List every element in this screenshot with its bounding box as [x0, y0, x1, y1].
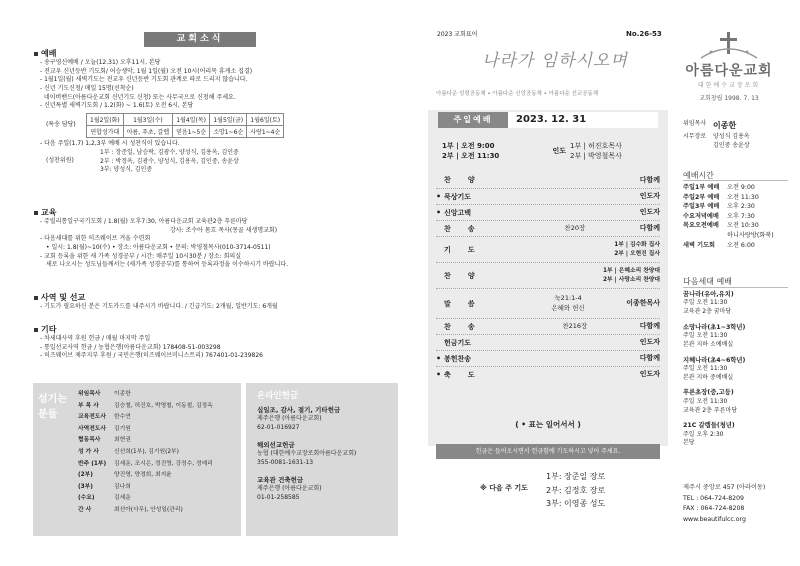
servant-names: 최현권 — [114, 437, 131, 444]
servant-role: 성 가 사 — [78, 448, 99, 455]
staff-name: 양성식 김용옥 김인중 송윤상 — [713, 133, 750, 149]
contact-info — [683, 483, 793, 525]
servant-names: 최선아(사무), 안성일(관리) — [114, 506, 183, 513]
order-item: 신앙고백 — [444, 208, 472, 217]
order-row — [436, 172, 660, 188]
time-value: 오전 6:00 — [727, 241, 755, 249]
worship-heading: 예배 — [41, 49, 57, 58]
founded: 교회창립 1998. 7. 13 — [699, 95, 759, 102]
nextgen-block — [683, 323, 793, 350]
servants-title: 섬기는 — [38, 394, 67, 405]
time-label: 주일3부 예배 — [683, 203, 720, 211]
order-who: 1부 | 김수화 집사 2부 | 오현진 집사 — [614, 241, 660, 257]
nextgen-line: 주일 오전 11:30 — [683, 299, 728, 307]
contact-line: FAX : 064-724-8208 — [683, 505, 745, 513]
education-line: - 교회 등록을 위한 새 가족 성경공부 / 시간: 매주일 10시30분 / 장소: 회의실 — [40, 252, 242, 260]
table-team-cell: 사랑1~4순 — [247, 126, 284, 138]
times-title: 예배시간 — [683, 171, 714, 180]
table-date-cell: 1월5일(금) — [210, 114, 247, 126]
servant-names: 김세운 — [114, 495, 131, 502]
servant-row — [78, 447, 238, 459]
next-week-label: ※ 다음 주 기도 — [480, 484, 528, 492]
order-item: 묵상기도 — [444, 192, 472, 201]
other-heading: 기타 — [41, 325, 57, 334]
servant-names: 한수연 — [114, 414, 131, 421]
nextgen-head: 지혜나라(초4~6학년) — [683, 356, 746, 364]
order-item: 축 도 — [444, 370, 475, 379]
time-value: 오전 10:30 하니사랑방(화북) — [727, 222, 774, 240]
order-who: 다함께 — [639, 175, 660, 184]
time-value: 오전 9:00 — [727, 184, 755, 191]
time-label: 수요저녁예배 — [683, 212, 719, 220]
communion-label: (성찬위원) — [46, 156, 74, 164]
time-label: 주일1부 예배 — [683, 184, 720, 191]
order-who: 1부 | 은혜소리 찬양대 2부 | 사랑소리 찬양대 — [602, 267, 660, 283]
table-team-cell: 연합성가대 — [87, 126, 124, 138]
nextgen-line: 주일 오전 11:30 — [683, 397, 728, 405]
standing-mark-icon: • — [436, 208, 442, 217]
education-section — [34, 207, 394, 270]
news-title: 교회소식 — [144, 32, 256, 47]
worship-line: - 신년 기도신청/ 매일 15명(선착순) — [40, 85, 134, 93]
nextgen-head: 꿈나라(유아,유치) — [683, 291, 734, 298]
order-item: 찬 송 — [444, 224, 475, 233]
offering-line: 355-0081-1631-13 — [257, 458, 314, 466]
servant-names: 김기원 — [114, 425, 131, 432]
order-who: 인도자 — [639, 338, 660, 347]
time-label: 새벽 기도회 — [683, 241, 716, 249]
servant-row — [78, 493, 238, 505]
servant-row — [78, 505, 238, 517]
worship-line: - 송구영신예배 / 오늘(12.31) 오후11시, 본당 — [40, 59, 161, 66]
offering-block — [257, 405, 395, 433]
order-row — [436, 334, 660, 350]
church-sub: 대한예수교장로회 — [697, 82, 761, 89]
service-time: 2부 | 오전 11:30 — [442, 151, 500, 160]
order-who: 다함께 — [639, 354, 660, 363]
servant-names: 김승철, 허진호, 박영철, 이동철, 김정옥 — [114, 402, 213, 409]
nextgen-block — [683, 290, 793, 317]
order-item: 찬 양 — [444, 176, 475, 184]
offering-head: 십일조, 감사, 절기, 기타헌금 — [257, 406, 341, 414]
order-who: 인도자 — [639, 370, 660, 379]
education-line: 새로 나오시는 성도님들께서는 (새가족 성경공부)를 통하여 등록과정을 이수하시기 바랍니다. — [46, 261, 289, 269]
servant-role: (2부) — [78, 472, 93, 479]
communion-note: - 다음 주일(1.7) 1,2,3부 예배 시 성찬식이 있습니다. — [40, 140, 180, 148]
issue-number: No.26-53 — [626, 30, 662, 38]
time-row — [683, 202, 793, 212]
table-date-cell: 1월6일(토) — [247, 114, 284, 126]
servant-row — [78, 470, 238, 482]
nextgen-line: 교육관 2층 꿈마당 — [683, 308, 732, 316]
order-row — [436, 236, 660, 262]
offering-list — [257, 405, 395, 509]
nextgen-line: 교육관 2층 푸른마당 — [683, 406, 738, 414]
servant-names: 김세운, 조시은, 정진영, 강정수, 정예리 — [114, 460, 213, 467]
order-row — [436, 188, 660, 204]
offering-head: 교육관 건축헌금 — [257, 475, 304, 484]
contact-line: TEL : 064-724-8209 — [683, 494, 744, 502]
worship-section — [34, 48, 394, 175]
communities: 아름다운 성령공동체 • 아름다운 신앙공동체 • 아름다운 선교공동체 — [436, 91, 599, 97]
offering-note: 헌금은 들어오시면서 헌금함에 기도하시고 넣어 주세요. — [436, 444, 660, 459]
worship-times — [683, 183, 793, 250]
servant-names: 이종한 — [114, 391, 131, 397]
time-label: 주일2부 예배 — [683, 193, 720, 201]
time-row — [683, 183, 793, 193]
table-date-cell: 1월4일(목) — [173, 114, 210, 126]
order-item: 헌금기도 — [444, 338, 472, 347]
lead-label: 인도 — [552, 147, 566, 155]
time-value: 오후 7:30 — [727, 212, 755, 220]
servant-role: 간 사 — [78, 506, 92, 513]
order-who: 이종한목사 — [626, 299, 660, 308]
servant-row — [78, 459, 238, 471]
standing-mark-icon: • — [436, 354, 442, 363]
time-value: 오전 11:30 — [727, 193, 759, 201]
offering-block — [257, 475, 395, 503]
servant-row — [78, 401, 238, 413]
order-item: 찬 송 — [444, 322, 475, 331]
staff-row — [683, 120, 793, 131]
nextgen-head: 소망나라(초1~3학년) — [683, 323, 746, 331]
worship-line: - 신년특별 새벽기도회 / 1.2(화) ~ 1.6(토) 오전 6시, 본당 — [40, 102, 194, 110]
offering-line: 제주은행 (아름다운교회) — [257, 415, 322, 423]
order-detail: 찬216장 — [562, 321, 588, 330]
time-row — [683, 193, 793, 203]
servant-row — [78, 389, 238, 401]
other-line: - 통일선교사역 헌금 / 농협은행(아름다운교회) 178408-51-003298 — [40, 343, 221, 351]
order-item: 봉헌찬송 — [444, 354, 472, 363]
offering-line: 농협 (대한예수교장로회아름다운교회) — [257, 450, 357, 458]
servant-row — [78, 482, 238, 494]
table-date-cell: 1월2일(화) — [87, 114, 124, 126]
servant-role: 협동목사 — [78, 437, 101, 444]
order-row — [436, 350, 660, 366]
nextgen-head: 21C 갈렙들(청년) — [683, 422, 735, 430]
servants-title: 분들 — [38, 409, 58, 420]
bullet-square-icon — [34, 211, 38, 215]
next-prayer: 1부: 장준일 장로 — [546, 472, 606, 481]
servant-row — [78, 424, 238, 436]
servant-role: 반주 (1부) — [78, 460, 107, 467]
mission-section — [34, 292, 394, 312]
table-team-cell: 믿음1~5순 — [173, 126, 210, 138]
table-date-cell: 1월3일(수) — [123, 114, 172, 126]
next-gen-title: 다음세대 예배 — [683, 277, 732, 286]
service-date: 2023. 12. 31 — [508, 112, 658, 128]
servant-role: 사역전도사 — [78, 425, 106, 432]
order-row — [436, 318, 660, 334]
service-time: 1부 | 오전 9:00 — [442, 142, 495, 150]
mission-line: - 기도가 필요하신 분은 기도카드를 내주시기 바랍니다. / 긴급기도: 2개월, 일반기도: 6개월 — [40, 303, 278, 310]
education-line: - 다음세대를 위한 히즈웨이브 겨울 수련회 — [40, 235, 151, 243]
other-section — [34, 324, 394, 361]
order-item: 찬 양 — [444, 271, 475, 280]
time-row — [683, 241, 793, 251]
communion-line: 2부 : 박정옥, 김광수, 양성식, 김용옥, 김인중, 송윤상 — [100, 157, 239, 165]
offering-block — [257, 440, 395, 468]
servant-role: (3부) — [78, 483, 93, 490]
order-who: 다함께 — [639, 322, 660, 331]
nextgen-block — [683, 388, 793, 415]
bullet-square-icon — [34, 52, 38, 56]
order-row — [436, 366, 660, 382]
order-row — [436, 262, 660, 288]
nextgen-block — [683, 356, 793, 383]
bullet-square-icon — [34, 296, 38, 300]
order-who: 인도자 — [639, 192, 660, 201]
nextgen-line: 본당 — [683, 439, 695, 447]
worship-line: - 1월1일(월) 새벽기도는 전교우 신년등반 기도회 관계로 따로 드리지 않습니다. — [40, 76, 248, 84]
servant-role: 부 목 사 — [78, 402, 99, 409]
time-row — [683, 221, 793, 240]
order-who: 다함께 — [639, 224, 660, 233]
servant-row — [78, 435, 238, 447]
standing-mark-icon: • — [436, 370, 442, 379]
offering-head: 해외선교헌금 — [257, 440, 295, 449]
church-name: 아름다운교회 — [685, 63, 773, 79]
worship-lines — [34, 59, 394, 111]
other-line: - 히즈웨이브 제주지부 후원 / 국민은행(히즈웨이브미니스트리) 767401-01-239826 — [40, 352, 263, 360]
order-row — [436, 288, 660, 318]
offering-line: 01-01-258585 — [257, 493, 300, 501]
communion-line: 3부: 양성식, 김인중 — [100, 166, 153, 174]
motto: 나라가 임하시오며 — [482, 51, 628, 71]
order-row — [436, 220, 660, 236]
education-line: - 쥬빌리통일구국기도회 / 1.8(월) 오후7:30, 아름다운교회 교육관2층 푸른마당 — [40, 218, 248, 225]
staff-name: 이종한 — [713, 121, 737, 130]
motto-year: 2023 교회표어 — [437, 31, 478, 38]
servants-list — [78, 389, 238, 517]
time-label: 목요오전예배 — [683, 222, 719, 230]
education-line: • 일시: 1.8(월)~10(수) • 장소: 아름다운교회 • 문의: 박영철목사(010-3714-0511) — [46, 244, 271, 252]
time-value: 오후 2:30 — [727, 203, 755, 211]
servant-role: (수요) — [78, 495, 95, 502]
education-heading: 교육 — [41, 208, 57, 217]
order-item: 기 도 — [444, 245, 475, 254]
table-label: (특송 담당) — [46, 121, 76, 129]
other-line: - 차세대사역 후원 헌금 / 매월 마지막 주일 — [40, 335, 151, 342]
worship-line: - 전교우 신년등반 기도회/ 어승생악, 1월 1일(월) 오전 10시(어리목 휴게소 집결) — [40, 67, 253, 75]
service-leader: 2부 | 박영철목사 — [570, 151, 622, 160]
servant-names: 신선희(1부), 김기원(2부) — [114, 448, 179, 455]
order-who: 인도자 — [639, 208, 660, 217]
order-of-service — [436, 172, 660, 382]
servant-row — [78, 412, 238, 424]
servant-role: 위임목사 — [78, 391, 101, 397]
next-prayer: 3부: 이영종 성도 — [546, 499, 606, 509]
contact-line: www.beautifulcc.org — [683, 515, 746, 523]
staff-list — [683, 120, 793, 152]
nextgen-line: 주일 오전 11:30 — [683, 365, 728, 373]
time-row — [683, 212, 793, 222]
stand-note: ( • 표는 일어서서 ) — [515, 420, 581, 429]
staff-role: 시무장로 — [683, 133, 707, 140]
table-team-cell: 소망1~6순 — [210, 126, 247, 138]
service-leader: 1부 | 허진호목사 — [570, 142, 622, 150]
offering-title: 온라인헌금 — [257, 391, 299, 401]
service-title: 주일예배 — [438, 112, 508, 128]
cross-logo-icon — [699, 30, 759, 60]
contact-line: 제주시 중앙로 457 (아라이동) — [683, 484, 766, 491]
nextgen-head: 푸른초장(중,고등) — [683, 389, 734, 397]
education-line: 강사: 조수아 몸흐 목사(몽골 새생명교회) — [170, 226, 278, 234]
table-team-cell: 아름, 푸초, 갈렙 — [123, 126, 172, 138]
communion-line: 1부 : 장준일, 남승락, 김광수, 양성식, 김용옥, 김인중 — [100, 148, 239, 156]
nextgen-block — [683, 421, 793, 448]
order-item: 말 씀 — [444, 299, 475, 308]
church-logo — [674, 30, 784, 115]
offering-line: 62-01-016927 — [257, 424, 300, 432]
staff-row — [683, 133, 793, 150]
staff-role: 위임목사 — [683, 120, 707, 127]
servant-role: 교육전도사 — [78, 414, 106, 421]
order-detail: 찬20장 — [564, 223, 586, 232]
offering-line: 제주은행 (아름다운교회) — [257, 484, 322, 492]
nextgen-line: 본관 지하 소예배실 — [683, 340, 734, 348]
nextgen-line: 주일 오후 2:30 — [683, 430, 724, 438]
nextgen-line: 본관 지하 중예배실 — [683, 373, 734, 381]
order-row — [436, 204, 660, 220]
mission-heading: 사역 및 선교 — [41, 293, 86, 302]
bullet-square-icon — [34, 328, 38, 332]
special-song-table — [86, 113, 284, 138]
order-detail: 눅21:1-4 은혜와 헌신 — [551, 294, 585, 312]
servant-names: 양진영, 양경희, 최지윤 — [114, 472, 172, 479]
servant-names: 김나희 — [114, 483, 131, 490]
standing-mark-icon: • — [436, 192, 442, 201]
worship-line: 네이버밴드(아름다운교회 신년기도 신청) 또는 사무국으로 신청해 주세요. — [40, 93, 236, 101]
next-prayer: 2부: 김정호 장로 — [546, 485, 606, 495]
nextgen-line: 주일 오전 11:30 — [683, 332, 728, 340]
next-gen-list — [683, 290, 793, 454]
